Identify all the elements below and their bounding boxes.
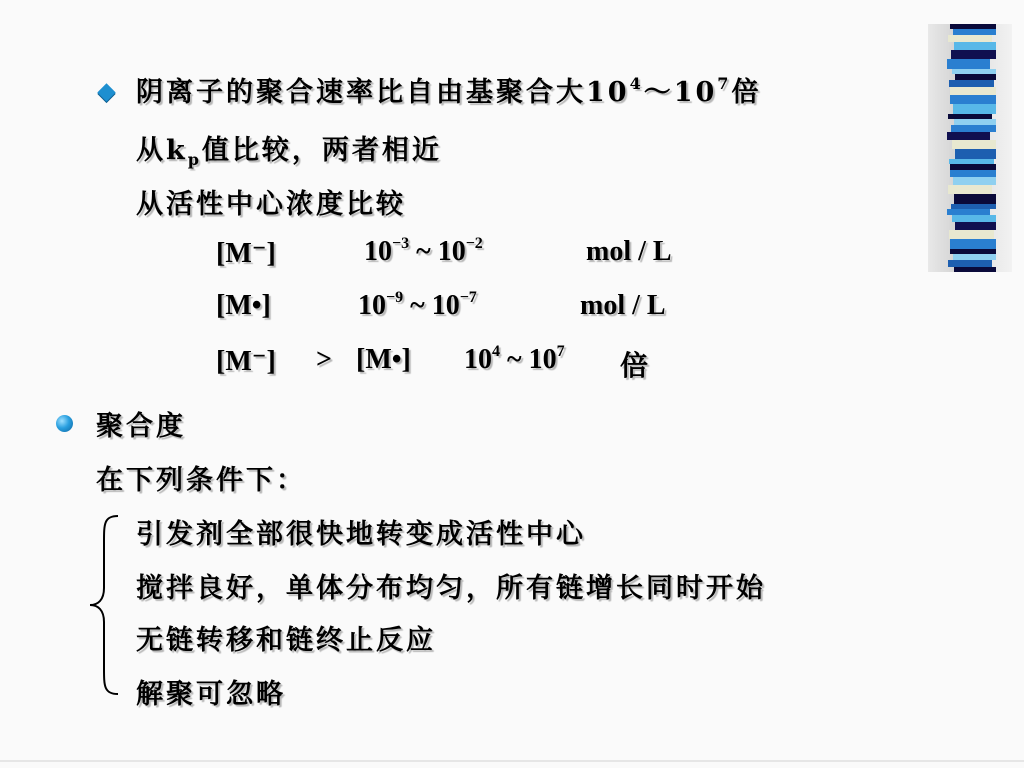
conc-range-radical: $10^{-9}$ ~ $10^{-7}$ — [358, 289, 477, 321]
compare-ratio: $10^4$ ~ $10^7$ — [464, 343, 565, 375]
active-center-line: 从活性中心浓度比较 — [136, 189, 406, 220]
rate-text: 阴离子的聚合速率比自由基聚合大10 — [136, 77, 630, 108]
compare-unit: 倍 — [620, 349, 649, 382]
section-title-dp: 聚合度 — [96, 411, 186, 442]
circle-bullet-icon — [56, 415, 73, 432]
condition-item: 引发剂全部很快地转变成活性中心 — [136, 519, 586, 550]
compare-left: [M⁻] — [216, 346, 276, 377]
footer-divider — [0, 760, 1024, 762]
conc-range-anion: $10^{-3}$ ~ $10^{-2}$ — [364, 235, 483, 267]
condition-item: 解聚可忽略 — [136, 679, 286, 710]
species-radical: [M•] — [216, 290, 271, 321]
kp-pre: 从k — [136, 135, 188, 166]
rate-exp-1: 4 — [629, 74, 644, 93]
rate-exp-2: 7 — [717, 74, 732, 93]
species-anion: [M⁻] — [216, 238, 276, 269]
compare-right: [M•] — [356, 344, 411, 375]
unit-anion: mol / L — [586, 236, 672, 267]
decorative-stripe-column — [928, 24, 1012, 272]
condition-item: 搅拌良好，单体分布均匀，所有链增长同时开始 — [136, 573, 766, 604]
condition-item: 无链转移和链终止反应 — [136, 625, 436, 656]
kp-sub: p — [187, 150, 202, 169]
curly-brace-icon — [86, 512, 122, 698]
unit-radical: mol / L — [580, 290, 666, 321]
kp-comparison-line — [136, 128, 442, 167]
rate-mid: ～10 — [643, 77, 718, 108]
compare-op: > — [316, 344, 332, 375]
rate-tail: 倍 — [731, 77, 762, 108]
rate-comparison-line — [136, 70, 761, 109]
diamond-bullet-icon — [97, 83, 115, 101]
conditions-intro: 在下列条件下： — [96, 465, 306, 496]
kp-post: 值比较，两者相近 — [201, 135, 442, 166]
